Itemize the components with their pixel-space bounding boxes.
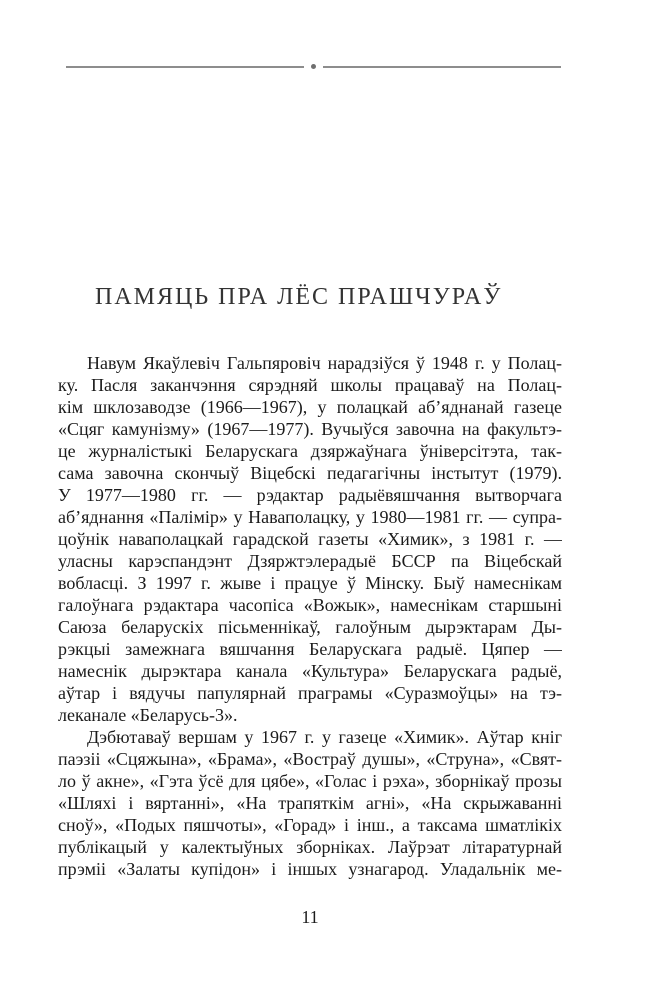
text-line: аўтар і вядучы папулярнай праграмы «Суразмоўцы» на тэ- (58, 683, 562, 703)
text-line: ку. Пасля заканчэння сярэдняй школы працаваў на Полац- (58, 375, 562, 395)
text-line: сама завочна скончыў Віцебскі педагагічны інстытут (1979). (58, 463, 562, 483)
text-line: публікацый у калектыўных зборніках. Лаўрэат літаратурнай (58, 837, 562, 857)
text-line: «Сцяг камунізму» (1967—1977). Вучыўся завочна на факультэ- (58, 419, 562, 439)
text-line: У 1977—1980 гг. — рэдактар радыёвяшчання вытворчага (58, 485, 562, 505)
text-line: леканале «Беларусь-3». (58, 705, 238, 725)
paragraph-1 (58, 352, 562, 726)
text-line: галоўнага рэдактара часопіса «Вожык», намеснікам старшыні (58, 595, 562, 615)
header-rule (66, 64, 561, 69)
text-line: Навум Якаўлевіч Гальпяровіч нарадзіўся ў 1948 г. у Полац- (87, 353, 562, 373)
page-number: 11 (301, 907, 319, 927)
text-line: аб’яднання «Палімір» у Наваполацку, у 1980—1981 гг. — супра- (58, 507, 562, 527)
text-line: уласны карэспандэнт Дзяржтэлерадыё БССР па Віцебскай (58, 551, 562, 571)
paragraph-2 (58, 726, 562, 880)
text-line: кім шклозаводзе (1966—1967), у полацкай аб’яднанай газеце (58, 397, 562, 417)
text-line: рэкцыі замежнага вяшчання Беларускага радыё. Цяпер — (58, 639, 562, 659)
body-text (58, 352, 562, 880)
text-line: Саюза беларускіх пісьменнікаў, галоўным дырэктарам Ды- (58, 617, 562, 637)
text-line: намеснік дырэктара канала «Культура» Беларускага радыё, (58, 661, 562, 681)
text-line: це журналістыкі Беларускага дзяржаўнага ўніверсітэта, так- (58, 441, 562, 461)
text-line: прэміі «Залаты купідон» і іншых узнагарод. Уладальнік ме- (58, 859, 562, 879)
header-rule-dot-icon (311, 64, 316, 69)
text-line: ло ў акне», «Гэта ўсё для цябе», «Голас і рэха», зборнікаў прозы (58, 771, 562, 791)
chapter-title: ПАМЯЦЬ ПРА ЛЁС ПРАШЧУРАЎ (95, 284, 503, 310)
text-line: сноў», «Подых пяшчоты», «Горад» і інш., а таксама шматлікіх (58, 815, 562, 835)
text-line: вобласці. З 1997 г. жыве і працуе ў Мінску. Быў намеснікам (58, 573, 562, 593)
text-line: цоўнік наваполацкай гарадской газеты «Химик», з 1981 г. — (58, 529, 562, 549)
text-line: паэзіі «Сцяжына», «Брама», «Востраў душы», «Струна», «Свят- (58, 749, 562, 769)
header-rule-left-segment (66, 66, 304, 68)
text-line: Дэбютаваў вершам у 1967 г. у газеце «Химик». Аўтар кніг (87, 727, 562, 747)
header-rule-right-segment (323, 66, 561, 68)
text-line: «Шляхі і вяртанні», «На трапяткім агні», «На скрыжаванні (58, 793, 562, 813)
